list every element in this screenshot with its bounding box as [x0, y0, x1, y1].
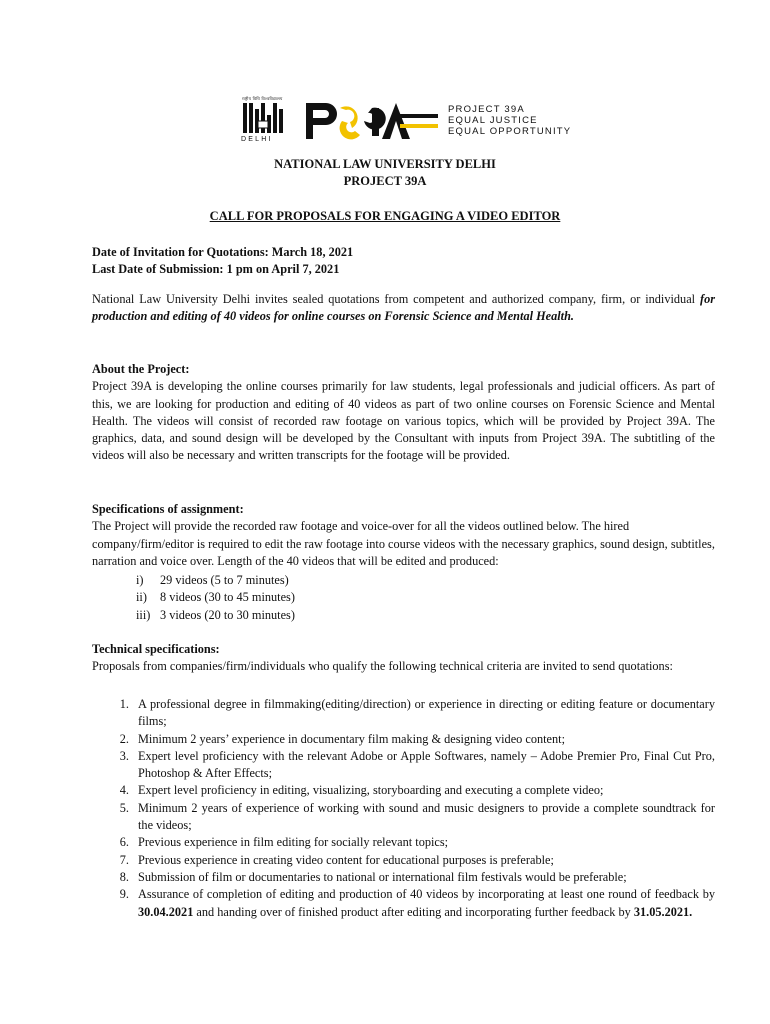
- list-item-number: i): [136, 573, 144, 587]
- technical-section: [92, 641, 715, 676]
- project-39a-logo: [306, 100, 438, 142]
- list-item-text: Expert level proficiency in editing, visualizing, storyboarding and executing a complete video;: [138, 783, 604, 798]
- list-item-number: 4.: [119, 783, 129, 798]
- list-item-text: Minimum 2 years of experience of working with sound and music designers to provide a complete soundtrack for the videos;: [138, 800, 715, 833]
- about-heading: About the Project:: [92, 362, 190, 376]
- specifications-body: The Project will provide the recorded raw footage and voice-over for all the videos outlined below. The hired company/firm/editor is required to edit the raw footage into course videos with the necessary graphics, sound design, subtitles, narration and voice over. Length of the 40 videos that will be edited and produced:: [92, 519, 715, 568]
- list-item-text: Previous experience in creating video content for educational purposes is preferable;: [138, 852, 554, 867]
- header-logos: [240, 96, 580, 148]
- list-item-number: ii): [136, 590, 147, 605]
- about-section: [92, 361, 715, 465]
- video-length-list: [136, 572, 295, 624]
- call-for-proposals-title: CALL FOR PROPOSALS FOR ENGAGING A VIDEO EDITOR: [209, 209, 561, 223]
- list-item-number: 2.: [119, 731, 129, 746]
- list-item-text: A professional degree in filmmaking(editing/direction) or experience in directing or editing feature or documentary films;: [138, 697, 715, 729]
- intro-emphasis: for production and editing of 40 videos for online courses on Forensic Science and Mental Health.: [92, 292, 715, 324]
- feedback-date: 30.04.2021: [138, 904, 194, 919]
- list-item-number: 5.: [119, 800, 129, 815]
- nlu-logo-caption: राष्ट्रीय विधि विश्वविद्यालय: [242, 96, 283, 101]
- list-item-number: 3.: [119, 748, 129, 763]
- list-item-number: iii): [136, 607, 151, 622]
- list-item: [92, 869, 715, 886]
- final-delivery-date: 31.05.2021.: [633, 904, 693, 919]
- list-item-number: 9.: [119, 887, 129, 902]
- list-item: [92, 852, 715, 869]
- specifications-heading: Specifications of assignment:: [92, 502, 244, 516]
- item9-part1: Assurance of completion of editing and production of 40 videos by incorporating at least one round of feedback by: [138, 887, 715, 902]
- tagline-line-1: PROJECT 39A: [448, 104, 525, 115]
- list-item-number: 7.: [119, 852, 129, 867]
- project-title: PROJECT 39A: [343, 174, 427, 188]
- technical-heading: Technical specifications:: [92, 642, 220, 656]
- intro-paragraph: [92, 291, 715, 326]
- nlu-emblem-icon: [240, 101, 288, 141]
- list-item: [92, 782, 715, 799]
- list-item: [92, 731, 715, 748]
- list-item: [92, 800, 715, 835]
- list-item: [136, 572, 295, 589]
- submission-deadline: Last Date of Submission: 1 pm on April 7, 2021: [92, 262, 340, 277]
- list-item-text: 8 videos (30 to 45 minutes): [160, 590, 295, 605]
- specifications-section: [92, 501, 715, 570]
- list-item-text: Submission of film or documentaries to national or international film festivals would be preferable;: [138, 869, 627, 884]
- dates-block: [92, 244, 715, 279]
- list-item-text: [138, 886, 715, 921]
- list-item: [136, 589, 295, 606]
- list-item: [92, 886, 715, 921]
- tagline-line-3: EQUAL OPPORTUNITY: [448, 126, 572, 137]
- list-item: [136, 607, 295, 624]
- list-item-text: Expert level proficiency with the relevant Adobe or Apple Softwares, namely – Adobe Premier Pro, Final Cut Pro, Photoshop & After Effects;: [138, 748, 715, 781]
- list-item: [92, 748, 715, 783]
- about-body: Project 39A is developing the online courses primarily for law students, legal professionals and judicial officers. As part of this, we are looking for production and editing of 40 videos as part of two online courses on Forensic Science and Mental Health. The videos will consist of recorded raw footage on various topics, which will be provided by Project 39A. The graphics, data, and sound design will be developed by the Consultant with inputs from Project 39A. The subtitling of the videos will also be necessary and written transcripts for the footage will be provided.: [92, 379, 715, 463]
- tagline-line-2: EQUAL JUSTICE: [448, 115, 538, 126]
- project-39a-tagline: [448, 104, 571, 137]
- list-item-text: 3 videos (20 to 30 minutes): [160, 607, 295, 622]
- list-item: [92, 834, 715, 851]
- list-item-text: Minimum 2 years’ experience in documentary film making & designing video content;: [138, 731, 565, 746]
- university-title: NATIONAL LAW UNIVERSITY DELHI: [274, 157, 496, 171]
- list-item-number: 1.: [119, 697, 129, 711]
- invitation-date: Date of Invitation for Quotations: March 18, 2021: [92, 245, 354, 259]
- technical-criteria-list: [92, 696, 715, 921]
- nlu-delhi-logo: [240, 96, 288, 146]
- list-item-number: 6.: [119, 835, 129, 850]
- list-item-text: Previous experience in film editing for socially relevant topics;: [138, 835, 449, 850]
- list-item-number: 8.: [119, 869, 129, 884]
- list-item: [92, 696, 715, 731]
- technical-body: Proposals from companies/firm/individuals who qualify the following technical criteria are invited to send quotations:: [92, 659, 673, 674]
- list-item-text: 29 videos (5 to 7 minutes): [160, 573, 289, 587]
- item9-part2: and handing over of finished product after editing and incorporating further feedback by: [193, 904, 634, 919]
- nlu-logo-word: DELHI: [241, 136, 273, 143]
- intro-text: National Law University Delhi invites sealed quotations from competent and authorized company, firm, or individual: [92, 292, 700, 306]
